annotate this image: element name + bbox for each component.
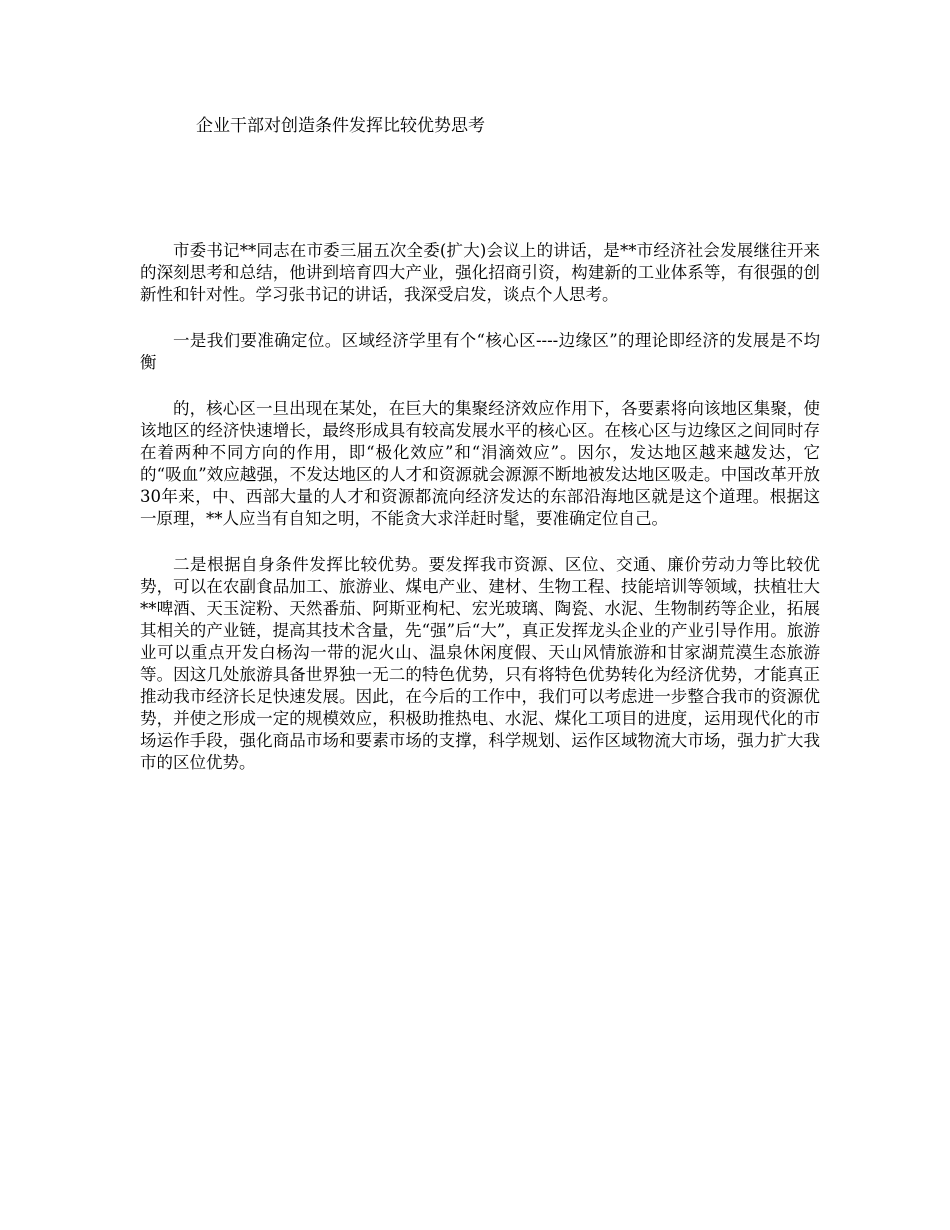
document-body xyxy=(140,240,820,798)
page-title: 企业干部对创造条件发挥比较优势思考 xyxy=(196,116,485,136)
paragraph-point-two: 二是根据自身条件发挥比较优势。要发挥我市资源、区位、交通、廉价劳动力等比较优势，可以在农副食品加工、旅游业、煤电产业、建材、生物工程、技能培训等领域，扶植壮大**啤酒、天玉淀粉、天然番茄、阿斯亚枸杞、宏光玻璃、陶瓷、水泥、生物制药等企业，拓展其相关的产业链，提高其技术含量，先“强”后“大”，真正发挥龙头企业的产业引导作用。旅游业可以重点开发白杨沟一带的泥火山、温泉休闲度假、天山风情旅游和甘家湖荒漠生态旅游等。因这几处旅游具备世界独一无二的特色优势，只有将特色优势转化为经济优势，才能真正推动我市经济长足快速发展。因此，在今后的工作中，我们可以考虑进一步整合我市的资源优势，并使之形成一定的规模效应，积极助推热电、水泥、煤化工项目的进度，运用现代化的市场运作手段，强化商品市场和要素市场的支撑，科学规划、运作区域物流大市场，强力扩大我市的区位优势。 xyxy=(140,555,820,772)
paragraph-point-one-continued: 的，核心区一旦出现在某处，在巨大的集聚经济效应作用下，各要素将向该地区集聚，使该地区的经济快速增长，最终形成具有较高发展水平的核心区。在核心区与边缘区之间同时存在着两种不同方向的作用，即“极化效应”和“涓滴效应”。因尔，发达地区越来越发达，它的“吸血”效应越强，不发达地区的人才和资源就会源源不断地被发达地区吸走。中国改革开放30年来，中、西部大量的人才和资源都流向经济发达的东部沿海地区就是这个道理。根据这一原理，**人应当有自知之明，不能贪大求洋赶时髦，要准确定位自己。 xyxy=(140,399,820,528)
paragraph-point-one: 一是我们要准确定位。区域经济学里有个“核心区----边缘区”的理论即经济的发展是不均衡 xyxy=(140,331,820,372)
paragraph-intro: 市委书记**同志在市委三届五次全委(扩大)会议上的讲话，是**市经济社会发展继往开来的深刻思考和总结，他讲到培育四大产业，强化招商引资，构建新的工业体系等，有很强的创新性和针对性。学习张书记的讲话，我深受启发，谈点个人思考。 xyxy=(140,241,820,304)
